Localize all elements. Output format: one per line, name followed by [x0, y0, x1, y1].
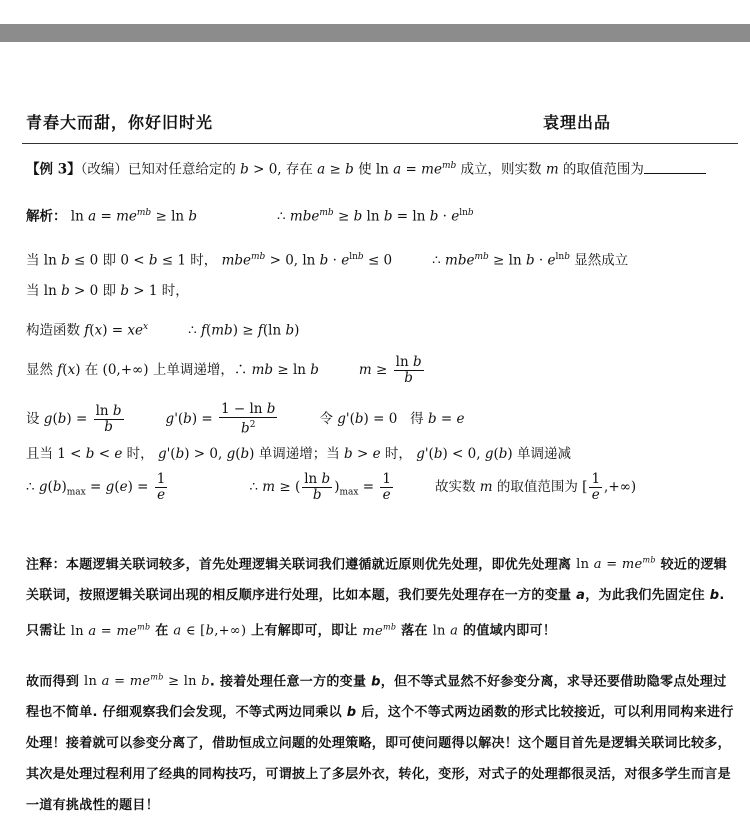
- top-gray-bar: [0, 24, 750, 42]
- problem-source: （改编）: [80, 161, 128, 178]
- solution-line-4: 构造函数 $f(x) = xe^x$ ∴ f(mb) ≥ f(ln b): [26, 322, 300, 339]
- header-author: 袁理出品: [543, 113, 612, 132]
- header-rule: [22, 143, 738, 144]
- solution-line-7: 且当 1 < b < e 时， g'(b) > 0, g(b) 单调递增；当 b > e 时， g'(b) < 0, g(b) 单调递减: [26, 446, 571, 462]
- note-paragraph-2: 故而得到 $\ln a = me^{mb} \ge \ln b$. 接着处理任意一方的变量 b，但不等式显然不好参变分离，求导还要借助隐零点处理过程也不简单. 仔细观察我们会发现，不等式两边同乘以 b 后，这个不等式两边函数的形式比较接近，可以利用同构来进行处理！接着就可以参变分离了，借助恒成立问题的处理策略，即可使问题得以解决！这个题目首先是逻辑关联词比较多，其次是处理过程利用了经典的同构技巧，可谓披上了多层外衣，转化，变形，对式子的处理都很灵活，对很多学生而言是一道有挑战性的题目！: [26, 673, 734, 814]
- header-slogan: 青春大而甜，你好旧时光: [26, 113, 214, 132]
- solution-line-6: 设 g(b) = $\frac{\text{ln b}}{b}$ g'(b) = $\frac{\text{1 − ln b}}{b^2}$ 令 g'(b) = 0 得 b = e: [26, 401, 465, 437]
- solution-line-2: 当 ln b ≤ 0 即 0 < b ≤ 1 时， mbe$^{mb}$ > 0, $\ln b \cdot e^{lnb} \le 0$ ∴ $mbe^{mb} \ge \ln b \cdot e^{lnb}$ 显然成立: [26, 252, 629, 269]
- solution-line-1: 解析： $\ln a = me^{mb} \ge \ln b$ ∴ mbe$^{mb}$ ≥ b $\ln b = \ln b \cdot e^{lnb}$: [26, 208, 474, 225]
- solution-label: 解析：: [26, 208, 67, 225]
- problem-tag: 【例 3】: [26, 161, 81, 178]
- answer-blank: [644, 161, 706, 174]
- solution-line-3: 当 ln b > 0 即 b > 1 时，: [26, 283, 189, 299]
- solution-line-8: ∴ $g(b)_{max} = g(e)$ = $\frac{1}{e}$ ∴ m ≥ ( $\frac{\text{ln b}}{b}$ )$_{max}$ = $\frac{1}{e}$ 故实数 m 的取值范围为 [ $\frac{1}{e}$ ,+∞): [26, 471, 637, 503]
- solution-line-5: 显然 f(x) 在 (0,+∞) 上单调递增，∴ mb ≥ ln b m ≥ $\frac{\text{ln b}}{b}$: [26, 354, 422, 386]
- problem-statement: 【例 3】（改编）已知对任意给定的 b > 0, 存在 a ≥ b 使 $\ln a = me^{mb}$ 成立，则实数 m 的取值范围为: [26, 157, 706, 179]
- note-paragraph-1: 注释：本题逻辑关联词较多，首先处理逻辑关联词我们遵循就近原则优先处理，即优先处理离 $\ln a = me^{mb}$ 较近的逻辑关联词，按照逻辑关联词出现的相反顺序进行处理，比如本题，我们要先处理存在一方的变量 a，为此我们先固定住 b. 只需让 $\ln a = me^{mb}$ 在 a ∈ [b,+∞) 上有解即可，即让 $me^{mb}$ 落在 ln a 的值域内即可！: [26, 556, 728, 639]
